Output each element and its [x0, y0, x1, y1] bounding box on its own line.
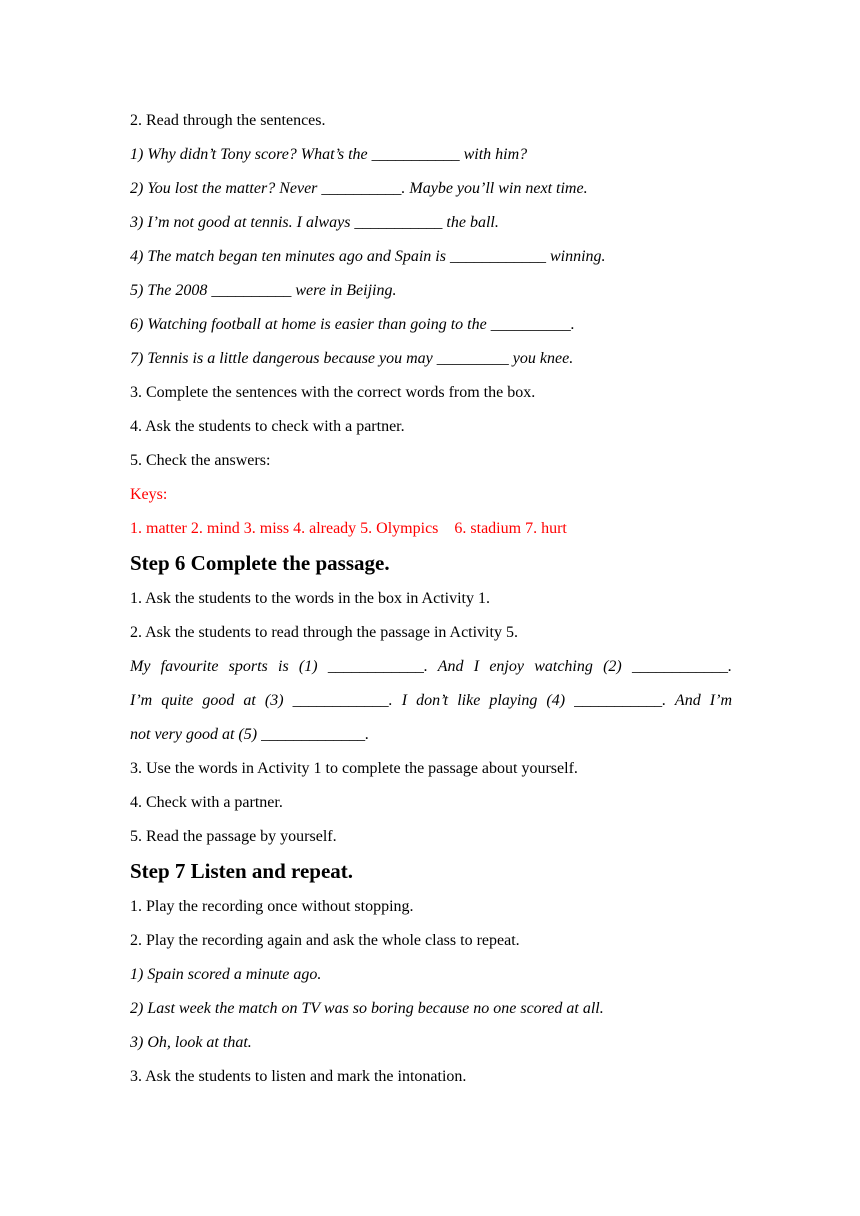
step6-step-2: 2. Ask the students to read through the passage in Activity 5.: [130, 624, 518, 641]
read-step-4: 4. Ask the students to check with a partner.: [130, 418, 405, 435]
step7-step-2: 2. Play the recording again and ask the whole class to repeat.: [130, 932, 520, 949]
step7-step-3: 3. Ask the students to listen and mark the intonation.: [130, 1068, 467, 1085]
keys-answers: 1. matter 2. mind 3. miss 4. already 5. Olympics 6. stadium 7. hurt: [130, 520, 567, 537]
step6-step-1: 1. Ask the students to the words in the box in Activity 1.: [130, 590, 490, 607]
read-sentence-4: 4) The match began ten minutes ago and Spain is ____________ winning.: [130, 248, 606, 265]
step7-heading: Step 7 Listen and repeat.: [130, 859, 354, 883]
passage-line-2: I’m quite good at (3) ____________. I don’t like playing (4) ___________. And I’m: [130, 692, 732, 709]
keys-label: Keys:: [130, 486, 168, 503]
read-intro: 2. Read through the sentences.: [130, 112, 326, 129]
read-sentence-6: 6) Watching football at home is easier than going to the __________.: [130, 316, 575, 333]
step7-sentence-1: 1) Spain scored a minute ago.: [130, 966, 322, 983]
read-sentence-3: 3) I’m not good at tennis. I always ___________ the ball.: [130, 214, 499, 231]
step7-sentence-3: 3) Oh, look at that.: [130, 1034, 252, 1051]
step7-sentence-2: 2) Last week the match on TV was so boring because no one scored at all.: [130, 1000, 604, 1017]
passage-line-1: My favourite sports is (1) ____________. And I enjoy watching (2) ____________.: [130, 658, 732, 675]
step6-step-5: 5. Read the passage by yourself.: [130, 828, 337, 845]
read-sentence-7: 7) Tennis is a little dangerous because you may _________ you knee.: [130, 350, 574, 367]
step6-heading: Step 6 Complete the passage.: [130, 551, 390, 575]
step6-step-3: 3. Use the words in Activity 1 to complete the passage about yourself.: [130, 760, 578, 777]
document-page: [130, 104, 732, 1094]
step6-step-4: 4. Check with a partner.: [130, 794, 283, 811]
read-step-3: 3. Complete the sentences with the correct words from the box.: [130, 384, 536, 401]
read-sentence-1: 1) Why didn’t Tony score? What’s the ___________ with him?: [130, 146, 528, 163]
read-sentence-5: 5) The 2008 __________ were in Beijing.: [130, 282, 397, 299]
read-sentence-2: 2) You lost the matter? Never __________. Maybe you’ll win next time.: [130, 180, 588, 197]
read-step-5: 5. Check the answers:: [130, 452, 271, 469]
step7-step-1: 1. Play the recording once without stopping.: [130, 898, 414, 915]
passage-line-3: not very good at (5) _____________.: [130, 726, 370, 743]
